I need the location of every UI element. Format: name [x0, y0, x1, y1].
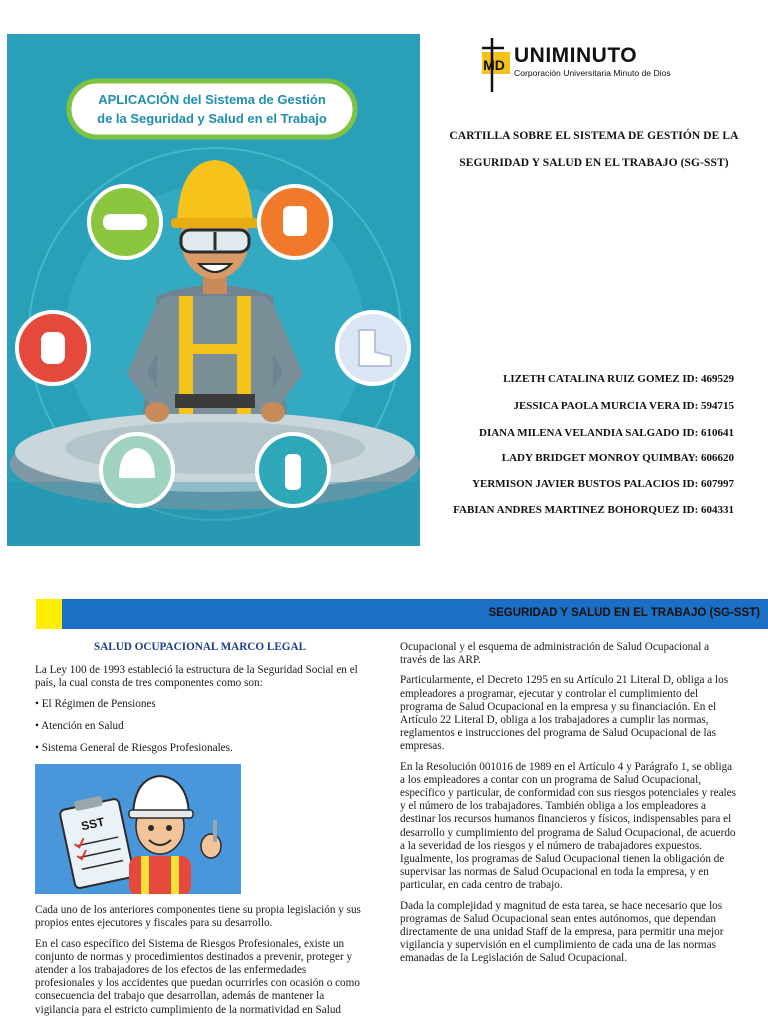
logo-mark-icon [476, 38, 512, 94]
boot-icon [337, 312, 409, 384]
helmet-icon [101, 434, 173, 506]
decreto-paragraph: Particularmente, el Decreto 1295 en su Artículo 21 Literal D, obliga a los empleadores a programar, ejecutar y controlar el cumplimiento del programa de Salud Ocupacional en la empresa y su financiación. En el Artículo 22 Literal D, obliga a los trabajadores a cumplir las normas, reglamentos e instrucciones del programa de Salud Ocupacional de las empresas. [400, 674, 729, 753]
staff-paragraph: Dada la complejidad y magnitud de esta tarea, se hace necesario que los programas de Salud Ocupacional sean entes autónomos, que dependan directamente de una unidad Staff de la empresa, para permitir una mejor vigilancia y supervisión en el cumplimiento de cada una de las normas emanadas de la Legislación de Salud Ocupacional. [400, 899, 724, 965]
bullet-salud: • Atención en Salud [35, 719, 124, 732]
cover-illustration [7, 34, 420, 546]
author-2: JESSICA PAOLA MURCIA VERA ID: 594715 [513, 400, 734, 412]
respirator-icon [17, 312, 89, 384]
arp-paragraph: Ocupacional y el esquema de administración de Salud Ocupacional a través de las ARP. [400, 641, 710, 667]
sst-worker-artwork [35, 764, 241, 894]
author-5: YERMISON JAVIER BUSTOS PALACIOS ID: 607997 [472, 478, 734, 490]
sst-clipboard-label: SST [79, 814, 106, 834]
goggles-icon [89, 186, 161, 258]
logo-subtitle: Corporación Universitaria Minuto de Dios [514, 68, 671, 78]
components-paragraph: Cada uno de los anteriores componentes tiene su propia legislación y sus propios entes ejecutores y fiscales para su desarrollo. [35, 904, 361, 930]
cover-banner-line1: APLICACIÓN del Sistema de Gestión [98, 92, 326, 107]
bullet-pensiones: • El Régimen de Pensiones [35, 697, 156, 710]
section-banner-title: SEGURIDAD Y SALUD EN EL TRABAJO (SG-SST) [488, 607, 760, 619]
section-banner-accent [36, 599, 62, 629]
author-4: LADY BRIDGET MONROY QUIMBAY: 606620 [501, 452, 734, 464]
cover-banner-line2: de la Seguridad y Salud en el Trabajo [97, 111, 327, 126]
cover-artwork [7, 34, 420, 546]
left-column [35, 641, 365, 1024]
fire-extinguisher-icon [257, 434, 329, 506]
document-title-line1: CARTILLA SOBRE EL SISTEMA DE GESTIÓN DE LA [449, 130, 739, 142]
document-title-line2: SEGURIDAD Y SALUD EN EL TRABAJO (SG-SST) [459, 157, 729, 169]
bullet-riesgos: • Sistema General de Riesgos Profesionales. [35, 742, 233, 755]
resolucion-paragraph: En la Resolución 001016 de 1989 en el Artículo 4 y Parágrafo 1, se obliga a los empleadores a contar con un programa de Salud Ocupacional, específico y particular, de conformidad con sus riesgos potenciales y reales y el número de los trabajadores. También obliga a los empleadores a destinar los recursos humanos financieros y físicos, indispensables para el desarrollo y cumplimiento del programa de Salud Ocupacional, de acuerdo a la severidad de los riesgos y el número de trabajadores expuestos. Igualmente, los programas de Salud Ocupacional tienen la obligación de supervisar las normas de Salud Ocupacional en toda la empresa, y en particular, en cada centro de trabajo. [400, 760, 736, 892]
sst-illustration [35, 764, 241, 894]
intro-paragraph: La Ley 100 de 1993 estableció la estructura de la Seguridad Social en el país, la cual consta de tres componentes como son: [35, 664, 358, 690]
author-6: FABIAN ANDRES MARTINEZ BOHORQUEZ ID: 604331 [453, 504, 734, 516]
glove-icon [259, 186, 331, 258]
riesgos-paragraph: En el caso específico del Sistema de Riesgos Profesionales, existe un conjunto de normas y procedimientos destinados a prevenir, proteger y atender a los trabajadores de los efectos de las enfermedades profesionales y los accidentes que puedan ocurrirles con ocasión o como consecuencia del trabajo que desarrollan, además de mantener la vigilancia para el estricto cumplimiento de la normatividad en Salud [35, 937, 360, 1016]
right-column [400, 641, 736, 973]
author-3: DIANA MILENA VELANDIA SALGADO ID: 610641 [479, 427, 734, 439]
author-1: LIZETH CATALINA RUIZ GOMEZ ID: 469529 [503, 373, 734, 385]
logo-name: UNIMINUTO [514, 44, 638, 67]
logo-mark-text: MD [483, 57, 505, 73]
uniminuto-logo [476, 38, 696, 94]
section-heading: SALUD OCUPACIONAL MARCO LEGAL [93, 641, 307, 653]
